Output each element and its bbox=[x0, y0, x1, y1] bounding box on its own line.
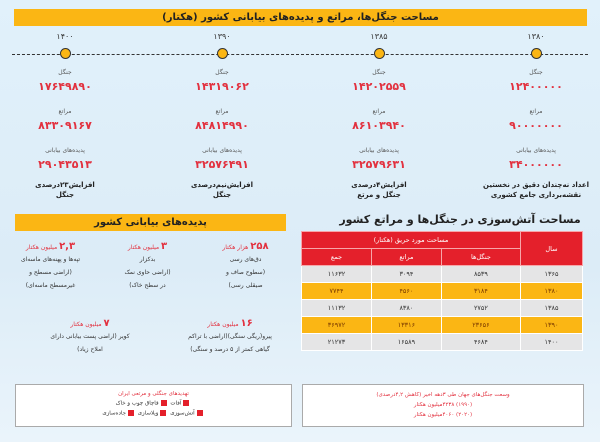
desert-item-head bbox=[30, 318, 150, 330]
desert-item-unit: میلیون هکتار bbox=[207, 321, 239, 328]
timeline-year: ۱۳۸۰ bbox=[527, 32, 545, 41]
desert-value: ۳۲۵۷۶۴۹۱ bbox=[195, 158, 249, 171]
desert-item-rocky-plains bbox=[170, 318, 290, 356]
desert-item-line: کویر (اراضی پست بیابانی دارای bbox=[50, 333, 130, 340]
desert-item-value: ۱۶ bbox=[240, 318, 253, 329]
pasture-value: ۸۶۱۰۳۹۴۰ bbox=[352, 119, 406, 132]
threat-item: قاچاق چوب و خاک bbox=[115, 400, 159, 407]
forest-value: ۱۲۴۰۰۰۰۰ bbox=[509, 80, 563, 93]
forest-label: جنگل bbox=[58, 69, 72, 76]
cell-total: ۱۱۱۳۲ bbox=[302, 300, 372, 317]
cell-forest: ۲۷۵۲ bbox=[441, 300, 520, 317]
note-line: افزایش۴درصدی bbox=[351, 181, 407, 189]
cell-total: ۱۱۶۳۲ bbox=[302, 266, 372, 283]
threats-row bbox=[16, 410, 291, 417]
cell-total: ۲۱۲۷۳ bbox=[302, 334, 372, 351]
desert-item-value: ۷ bbox=[103, 318, 110, 329]
desert-item-line: املاح زیاد) bbox=[77, 346, 103, 353]
desert-item-line: در سطح خاک) bbox=[129, 282, 166, 289]
fire-table-title: مساحت آتش‌سوزی در جنگل‌ها و مراتع کشور bbox=[339, 213, 581, 226]
red-square-icon bbox=[197, 410, 203, 416]
note-line: جنگل و مرتع bbox=[357, 191, 401, 199]
table-row bbox=[302, 283, 583, 300]
note-line: افزایش‌نیم‌درصدی bbox=[190, 181, 254, 189]
note-line: افزایش۲۳درصدی bbox=[35, 181, 95, 189]
desert-item-kavir bbox=[30, 318, 150, 356]
threats-box bbox=[15, 384, 292, 427]
forest-label: جنگل bbox=[372, 69, 386, 76]
timeline-dot-icon bbox=[60, 48, 71, 59]
desert-item-head bbox=[170, 318, 290, 330]
desert-item-value: ۲۵۸ bbox=[250, 241, 269, 252]
timeline-note bbox=[157, 180, 287, 200]
world-forests-2020: (۲۰۲۰) ۴۰۶۰میلیون هکتار bbox=[413, 412, 473, 418]
desert-item-salt-flats bbox=[100, 241, 195, 292]
desert-item-line: (اراضی حاوی نمک bbox=[124, 269, 171, 276]
table-row bbox=[302, 266, 583, 283]
desert-item-value: ۳ bbox=[161, 241, 168, 252]
timeline-dot-icon bbox=[217, 48, 228, 59]
desert-item-line: گیاهی کمتر از ۵ درصد و سنگی) bbox=[190, 346, 270, 353]
cell-forest: ۲۳۶۵۶ bbox=[441, 317, 520, 334]
timeline-column-1390 bbox=[157, 30, 287, 200]
cell-total: ۷۷۴۴ bbox=[302, 283, 372, 300]
cell-year: ۱۳۸۰ bbox=[521, 283, 583, 300]
timeline-note bbox=[471, 180, 600, 200]
desert-item-head bbox=[3, 241, 98, 253]
pasture-value: ۹۰۰۰۰۰۰۰ bbox=[509, 119, 563, 132]
threat-item: آتش‌سوزی bbox=[170, 410, 195, 416]
pasture-label: مراتع bbox=[372, 108, 386, 115]
desert-item-unit: میلیون هکتار bbox=[127, 244, 160, 251]
pasture-value: ۸۴۸۱۴۹۹۰ bbox=[195, 119, 249, 132]
threat-item: جاده‌سازی bbox=[102, 410, 126, 416]
column-header-pasture: مراتع bbox=[371, 249, 441, 266]
red-square-icon bbox=[183, 400, 189, 406]
threats-row bbox=[16, 400, 291, 407]
desert-label: پدیده‌های بیابانی bbox=[359, 147, 399, 154]
red-square-icon bbox=[160, 410, 166, 416]
cell-pasture: ۱۶۵۸۹ bbox=[371, 334, 441, 351]
timeline-year: ۱۳۸۵ bbox=[370, 32, 388, 41]
column-header-year: سال bbox=[521, 232, 583, 266]
desert-section-banner: پدیده‌های بیابانی کشور bbox=[15, 214, 286, 231]
desert-label: پدیده‌های بیابانی bbox=[202, 147, 242, 154]
red-square-icon bbox=[161, 400, 167, 406]
cell-year: ۱۳۶۵ bbox=[521, 266, 583, 283]
timeline-dot-icon bbox=[374, 48, 385, 59]
main-title-banner: مساحت جنگل‌ها، مراتع و پدیده‌های بیابانی کشور (هکتار) bbox=[14, 9, 587, 26]
desert-item-value: ۲,۳ bbox=[59, 241, 76, 252]
desert-label: پدیده‌های بیابانی bbox=[516, 147, 556, 154]
desert-value: ۲۹۰۴۳۵۱۳ bbox=[38, 158, 92, 171]
cell-year: ۱۳۹۰ bbox=[521, 317, 583, 334]
cell-year: ۱۳۸۵ bbox=[521, 300, 583, 317]
timeline-year: ۱۳۹۰ bbox=[213, 32, 231, 41]
forest-value: ۱۴۲۰۲۵۵۹ bbox=[352, 80, 406, 93]
timeline-note bbox=[0, 180, 130, 200]
cell-forest: ۴۶۸۴ bbox=[441, 334, 520, 351]
column-header-total: جمع bbox=[302, 249, 372, 266]
threat-item: ویلاسازی bbox=[137, 410, 159, 416]
desert-value: ۳۲۵۷۹۶۳۱ bbox=[352, 158, 406, 171]
desert-label: پدیده‌های بیابانی bbox=[45, 147, 85, 154]
cell-pasture: ۸۳۸۰ bbox=[371, 300, 441, 317]
threat-item: آفات bbox=[170, 400, 182, 407]
desert-item-unit: میلیون هکتار bbox=[25, 244, 58, 251]
desert-item-line: صیقلی رسی) bbox=[228, 282, 263, 289]
cell-total: ۳۶۹۷۲ bbox=[302, 317, 372, 334]
timeline-column-1385 bbox=[314, 30, 444, 200]
desert-item-line: (سطوح صاف و bbox=[225, 269, 266, 276]
desert-item-line: (اراضی مسطح و bbox=[29, 269, 72, 276]
desert-item-line: بدکزار bbox=[139, 256, 156, 263]
desert-item-unit: هزار هکتار bbox=[222, 244, 249, 251]
cell-year: ۱۴۰۰ bbox=[521, 334, 583, 351]
cell-pasture: ۱۳۳۱۶ bbox=[371, 317, 441, 334]
world-forests-title: وسعت جنگل‌های جهان طی ۳دهه اخیر (کاهش ۴,۲درصدی) bbox=[376, 392, 510, 398]
world-forests-box bbox=[302, 384, 584, 427]
cell-forest: ۸۵۳۹ bbox=[441, 266, 520, 283]
desert-item-clay-flats bbox=[198, 241, 293, 292]
red-square-icon bbox=[128, 410, 134, 416]
forest-label: جنگل bbox=[529, 69, 543, 76]
table-row bbox=[302, 300, 583, 317]
table-row bbox=[302, 317, 583, 334]
desert-item-unit: میلیون هکتار bbox=[70, 321, 102, 328]
note-line: نقشه‌برداری جامع کشوری bbox=[490, 191, 582, 199]
timeline-year: ۱۴۰۰ bbox=[56, 32, 74, 41]
desert-item-head bbox=[100, 241, 195, 253]
timeline-column-1380 bbox=[471, 30, 600, 200]
cell-pasture: ۴۵۶۰ bbox=[371, 283, 441, 300]
desert-item-sand-dunes bbox=[3, 241, 98, 292]
pasture-label: مراتع bbox=[215, 108, 229, 115]
timeline-dot-icon bbox=[531, 48, 542, 59]
timeline-column-1400 bbox=[0, 30, 130, 200]
timeline-note bbox=[314, 180, 444, 200]
note-line: جنگل bbox=[212, 191, 232, 199]
forest-value: ۱۷۶۴۹۸۹۰ bbox=[38, 80, 92, 93]
cell-forest: ۳۱۸۴ bbox=[441, 283, 520, 300]
threats-title: تهدیدهای جنگلی و مرتعی ایران bbox=[118, 391, 189, 397]
forest-value: ۱۴۳۱۹۰۶۲ bbox=[195, 80, 249, 93]
desert-value: ۳۴۰۰۰۰۰۰ bbox=[509, 158, 563, 171]
desert-item-line: غیرمسطح ماسه‌ای) bbox=[25, 282, 76, 289]
desert-item-line: پیرو(ریگی سنگی)(اراضی با تراکم bbox=[188, 333, 272, 340]
world-forests-1990: (۱۹۹۰) ۴۲۳۸میلیون هکتار bbox=[413, 402, 473, 408]
pasture-label: مراتع bbox=[529, 108, 543, 115]
table-row bbox=[302, 334, 583, 351]
column-header-group: مساحت مورد حریق (هکتار) bbox=[302, 232, 521, 249]
column-header-forest: جنگل‌ها bbox=[441, 249, 520, 266]
note-line: جنگل bbox=[55, 191, 75, 199]
forest-label: جنگل bbox=[215, 69, 229, 76]
cell-pasture: ۳۰۹۴ bbox=[371, 266, 441, 283]
pasture-label: مراتع bbox=[58, 108, 72, 115]
note-line: اعداد نه‌چندان دقیق در نخستین bbox=[483, 181, 589, 189]
desert-item-line: دق‌های رسی bbox=[229, 256, 262, 263]
desert-item-head bbox=[198, 241, 293, 253]
desert-item-line: تپه‌ها و پهنه‌های ماسه‌ای bbox=[20, 256, 81, 263]
pasture-value: ۸۳۳۰۹۱۶۷ bbox=[38, 119, 92, 132]
fire-area-table bbox=[301, 231, 583, 351]
